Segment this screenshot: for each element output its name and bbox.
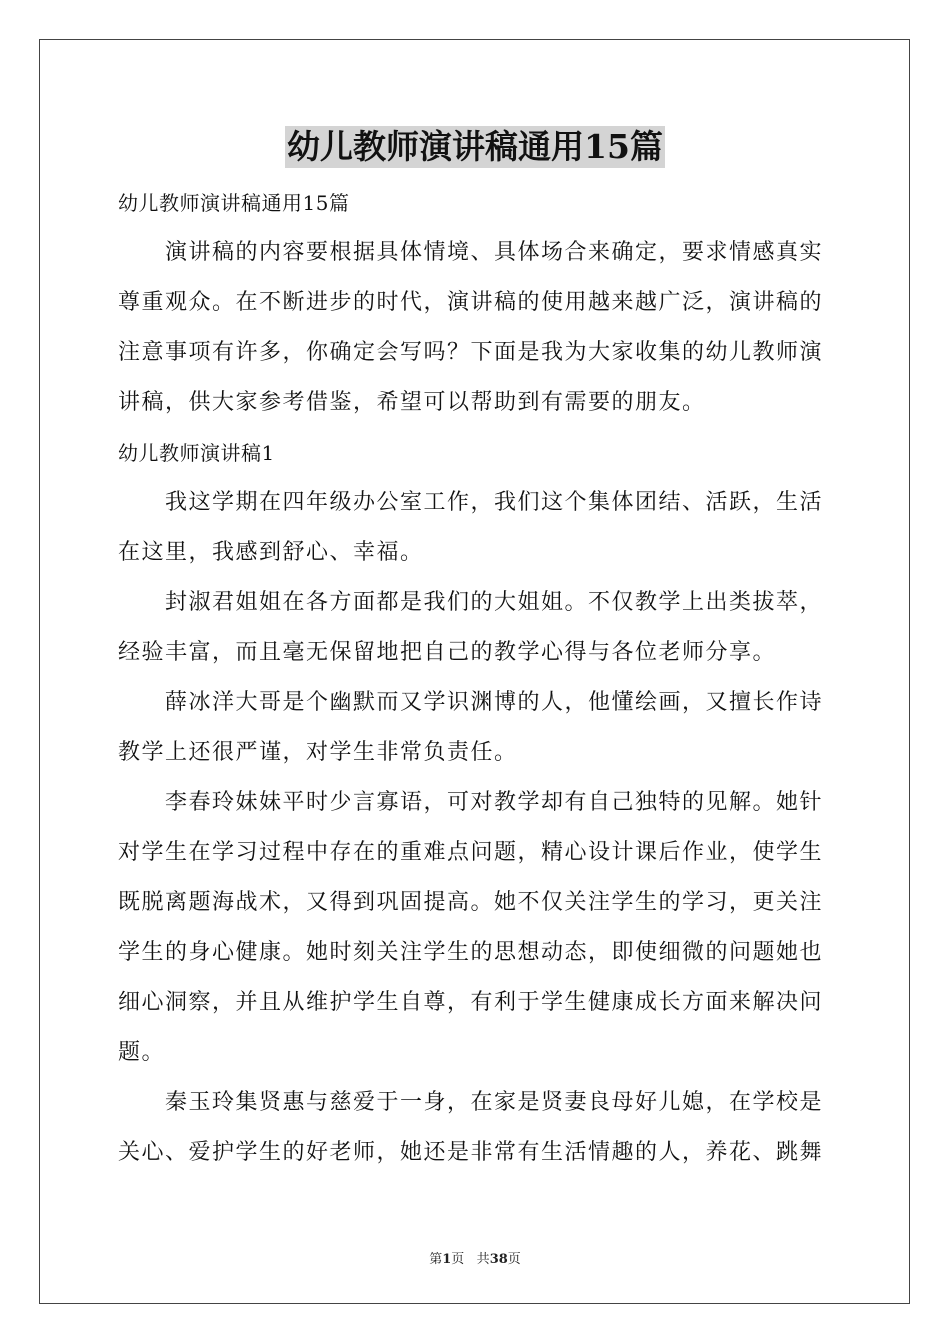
total-pages: 38 [489,1252,508,1267]
page-suffix: 页 [451,1252,465,1267]
paragraph-line: 经验丰富，而且毫无保留地把自己的教学心得与各位老师分享。 [118,640,777,665]
paragraph-line: 细心洞察，并且从维护学生自尊，有利于学生健康成长方面来解决问 [118,990,824,1015]
paragraph-line: 教学上还很严谨，对学生非常负责任。 [118,740,518,765]
title-container [0,126,950,168]
paragraph-line: 薛冰洋大哥是个幽默而又学识渊博的人，他懂绘画，又擅长作诗 [165,690,824,715]
section-heading: 幼儿教师演讲稿1 [118,441,275,465]
paragraph-line: 在这里，我感到舒心、幸福。 [118,540,424,565]
document-subtitle: 幼儿教师演讲稿通用15篇 [118,191,350,215]
document-body [118,178,834,1178]
document-title: 幼儿教师演讲稿通用15篇 [287,127,663,166]
page-footer [0,1248,950,1267]
paragraph-line: 尊重观众。在不断进步的时代，演讲稿的使用越来越广泛，演讲稿的 [118,290,824,315]
paragraph-line: 题。 [118,1040,166,1065]
paragraph-line: 既脱离题海战术，又得到巩固提高。她不仅关注学生的学习，更关注 [118,890,824,915]
paragraph-line: 学生的身心健康。她时刻关注学生的思想动态，即使细微的问题她也 [118,940,824,965]
paragraph-line: 封淑君姐姐在各方面都是我们的大姐姐。不仅教学上出类拔萃， [165,590,824,615]
total-prefix: 共 [476,1252,490,1267]
paragraph-line: 对学生在学习过程中存在的重难点问题，精心设计课后作业，使学生 [118,840,824,865]
total-suffix: 页 [507,1252,521,1267]
page-prefix: 第 [429,1252,443,1267]
paragraph-line: 注意事项有许多，你确定会写吗？下面是我为大家收集的幼儿教师演 [118,340,824,365]
paragraph-line: 李春玲妹妹平时少言寡语，可对教学却有自己独特的见解。她针 [165,790,824,815]
paragraph-line: 演讲稿的内容要根据具体情境、具体场合来确定，要求情感真实 [165,240,824,265]
paragraph-line: 关心、爱护学生的好老师，她还是非常有生活情趣的人，养花、跳舞 [118,1140,824,1165]
paragraph-line: 讲稿，供大家参考借鉴，希望可以帮助到有需要的朋友。 [118,390,706,415]
paragraph-line: 我这学期在四年级办公室工作，我们这个集体团结、活跃，生活 [165,490,824,515]
paragraph-line: 秦玉玲集贤惠与慈爱于一身，在家是贤妻良母好儿媳，在学校是 [165,1090,824,1115]
page-number: 1 [442,1252,452,1267]
